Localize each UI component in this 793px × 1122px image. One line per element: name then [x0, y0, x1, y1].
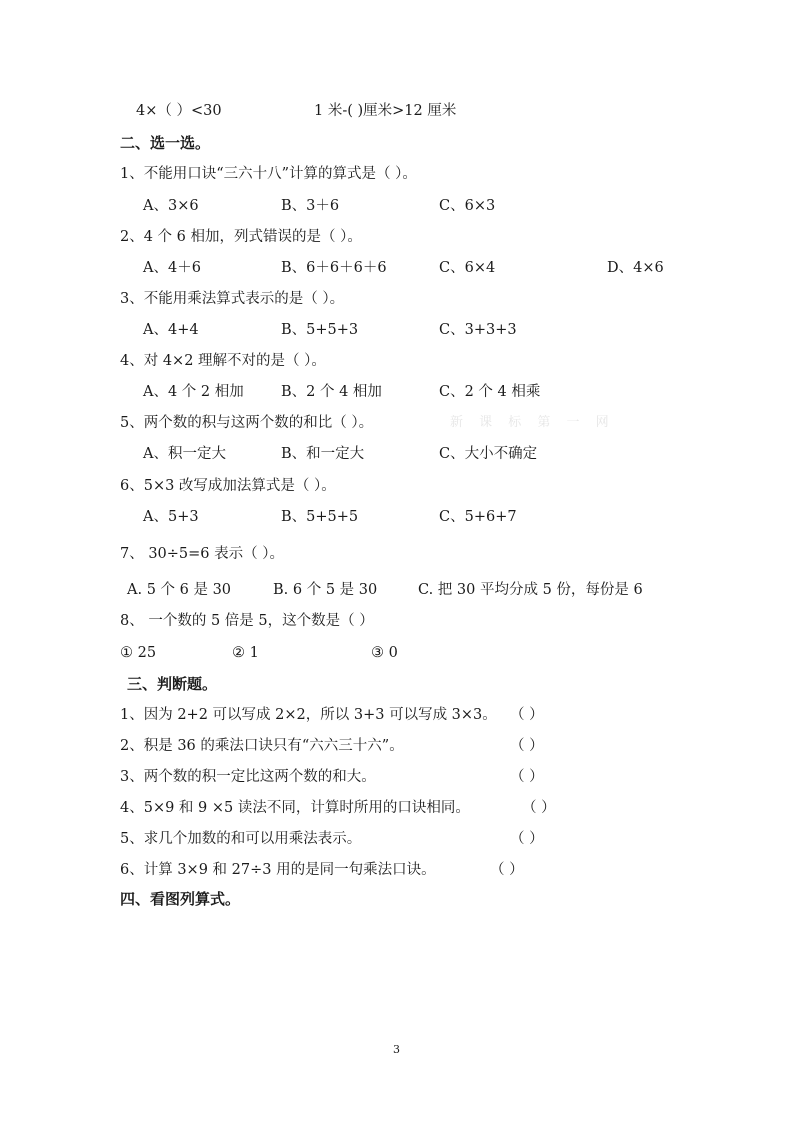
option-1a: A、3×6: [143, 198, 199, 214]
answer-paren-5: （ ）: [510, 831, 544, 847]
option-2d: D、4×6: [607, 260, 664, 276]
judge-item-1: 1、因为 2+2 可以写成 2×2，所以 3+3 可以写成 3×3。: [120, 707, 497, 723]
judge-item-3: 3、两个数的积一定比这两个数的和大。: [120, 769, 376, 785]
option-2b: B、6＋6＋6＋6: [281, 260, 387, 276]
section-4-title: 四、看图列算式。: [120, 890, 241, 908]
option-3b: B、5+5+3: [281, 322, 359, 338]
judge-item-6: 6、计算 3×9 和 27÷3 用的是同一句乘法口诀。: [120, 862, 436, 878]
question-8: 8、 一个数的 5 倍是 5，这个数是（ ）: [120, 613, 374, 629]
option-6a: A、5+3: [143, 509, 199, 525]
fill-blank-1: 4×（ ）<30: [136, 103, 222, 119]
answer-paren-6: （ ）: [490, 862, 524, 878]
page-number: 3: [393, 1043, 400, 1056]
option-7a: A. 5 个 6 是 30: [127, 582, 232, 598]
option-8c: ③ 0: [371, 645, 398, 661]
judge-item-2: 2、积是 36 的乘法口诀只有“六六三十六”。: [120, 738, 404, 754]
question-2: 2、4 个 6 相加，列式错误的是（ ）。: [120, 229, 362, 245]
watermark-text: 新 课 标 第 一 网: [450, 415, 615, 430]
option-7c: C. 把 30 平均分成 5 份，每份是 6: [418, 582, 643, 598]
fill-blank-2: 1 米-( )厘米>12 厘米: [314, 103, 457, 119]
option-5c: C、大小不确定: [439, 446, 538, 462]
option-2a: A、4＋6: [143, 260, 201, 276]
answer-paren-1: （ ）: [510, 707, 544, 723]
judge-item-5: 5、求几个加数的和可以用乘法表示。: [120, 831, 362, 847]
section-3-title: 三、判断题。: [127, 675, 218, 693]
option-5b: B、和一定大: [281, 446, 365, 462]
option-4a: A、4 个 2 相加: [143, 384, 244, 400]
option-3a: A、4+4: [143, 322, 199, 338]
option-4b: B、2 个 4 相加: [281, 384, 382, 400]
question-6: 6、5×3 改写成加法算式是（ ）。: [120, 478, 336, 494]
section-2-title: 二、选一选。: [120, 134, 211, 152]
option-1c: C、6×3: [439, 198, 496, 214]
option-8b: ② 1: [232, 645, 259, 661]
option-7b: B. 6 个 5 是 30: [273, 582, 378, 598]
option-5a: A、积一定大: [143, 446, 226, 462]
answer-paren-3: （ ）: [510, 769, 544, 785]
question-4: 4、对 4×2 理解不对的是（ ）。: [120, 353, 326, 369]
option-1b: B、3＋6: [281, 198, 340, 214]
option-3c: C、3+3+3: [439, 322, 517, 338]
option-6c: C、5+6+7: [439, 509, 517, 525]
judge-item-4: 4、5×9 和 9 ×5 读法不同，计算时所用的口诀相同。: [120, 800, 470, 816]
question-5: 5、两个数的积与这两个数的和比（ ）。: [120, 415, 374, 431]
option-4c: C、2 个 4 相乘: [439, 384, 541, 400]
option-6b: B、5+5+5: [281, 509, 359, 525]
question-7: 7、 30÷5=6 表示（ ）。: [120, 546, 285, 562]
question-3: 3、不能用乘法算式表示的是（ ）。: [120, 291, 345, 307]
answer-paren-4: （ ）: [522, 800, 556, 816]
question-1: 1、不能用口诀“三六十八”计算的算式是（ ）。: [120, 166, 417, 182]
option-8a: ① 25: [120, 645, 157, 661]
option-2c: C、6×4: [439, 260, 496, 276]
answer-paren-2: （ ）: [510, 738, 544, 754]
